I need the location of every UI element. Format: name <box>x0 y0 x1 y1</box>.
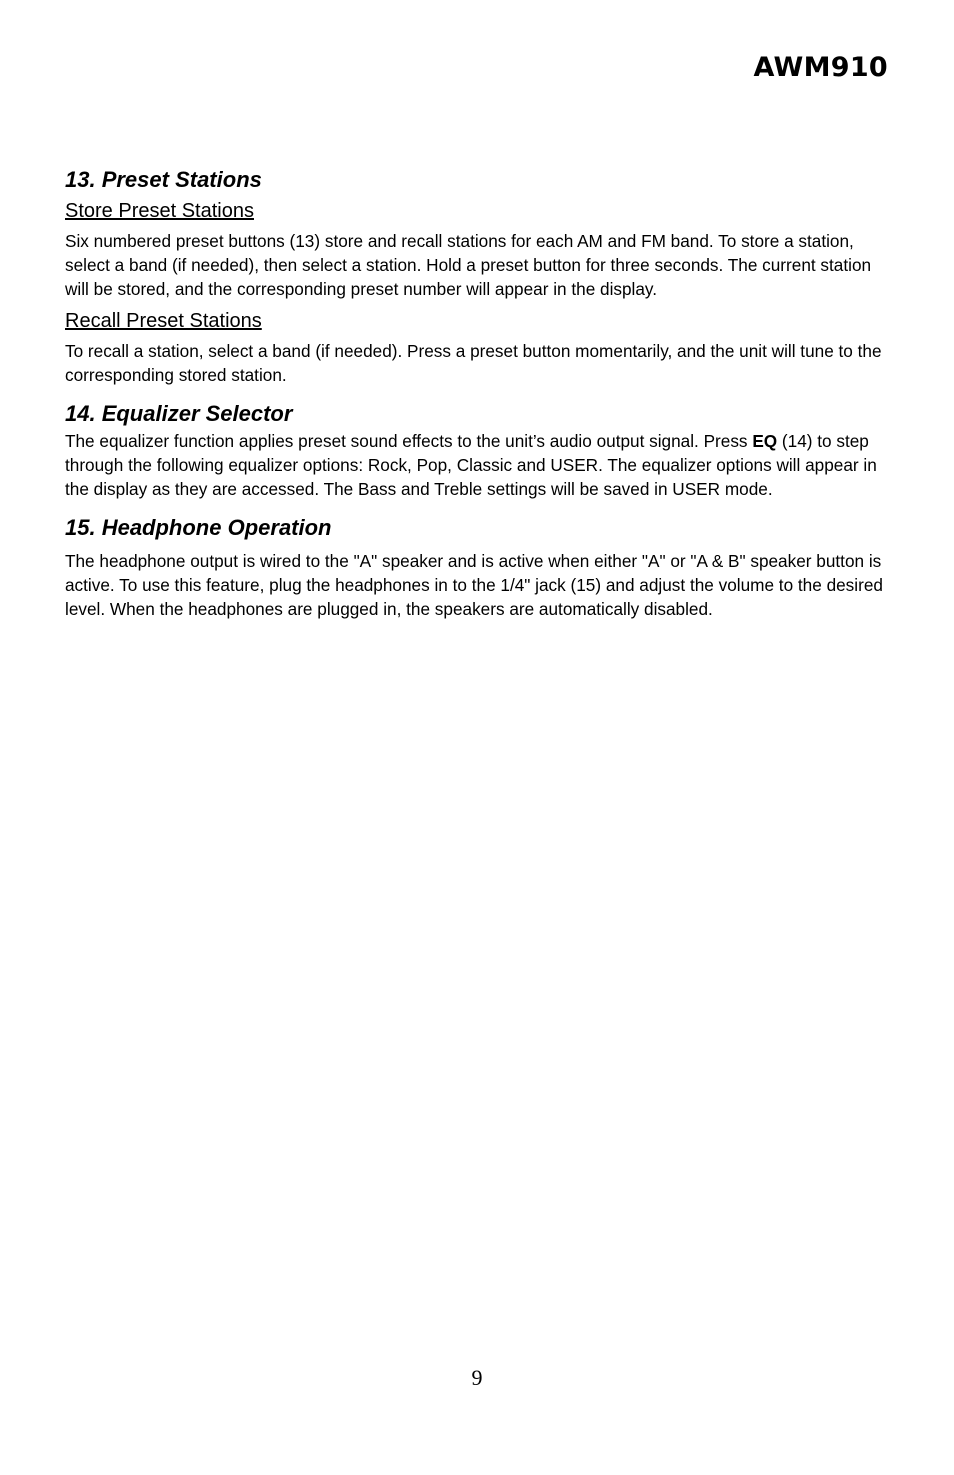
paragraph-store-preset: Six numbered preset buttons (13) store and recall stations for each AM and FM band. To store a station, select a band (if needed), then select a station. Hold a preset button for three seconds. The current station will be stored, and the corresponding preset number will appear in the display. <box>65 231 872 299</box>
subsection-recall-preset <box>65 307 895 387</box>
section-equalizer-selector <box>65 399 895 501</box>
section-title-preset-stations: 13. Preset Stations <box>65 167 262 192</box>
equalizer-text-before: The equalizer function applies preset sound effects to the unit’s audio output signal. Press <box>65 431 753 451</box>
section-title-equalizer: 14. Equalizer Selector <box>65 401 293 426</box>
equalizer-text-after: (14) to step through the following equalizer options: Rock, Pop, Classic and USER. The equalizer options will appear in the display as they are accessed. The Bass and Treble settings will be saved in USER mode. <box>65 431 877 499</box>
section-title-headphone: 15. Headphone Operation <box>65 515 332 540</box>
subheading-recall-preset: Recall Preset Stations <box>65 310 262 332</box>
page-content <box>65 165 895 621</box>
model-title: AWM910 <box>753 52 888 83</box>
paragraph-equalizer <box>65 429 895 501</box>
page-number: 9 <box>471 1365 483 1390</box>
eq-button-name: EQ <box>752 431 778 451</box>
section-headphone-operation <box>65 513 895 621</box>
paragraph-recall-preset: To recall a station, select a band (if needed). Press a preset button momentarily, and the unit will tune to the corresponding stored station. <box>65 341 882 385</box>
paragraph-headphone: The headphone output is wired to the "A" speaker and is active when either "A" or "A & B" speaker button is active. To use this feature, plug the headphones in to the 1/4" jack (15) and adjust the volume to the desired level. When the headphones are plugged in, the speakers are automatically disabled. <box>65 551 883 619</box>
subheading-store-preset: Store Preset Stations <box>65 200 254 222</box>
section-preset-stations <box>65 165 895 387</box>
